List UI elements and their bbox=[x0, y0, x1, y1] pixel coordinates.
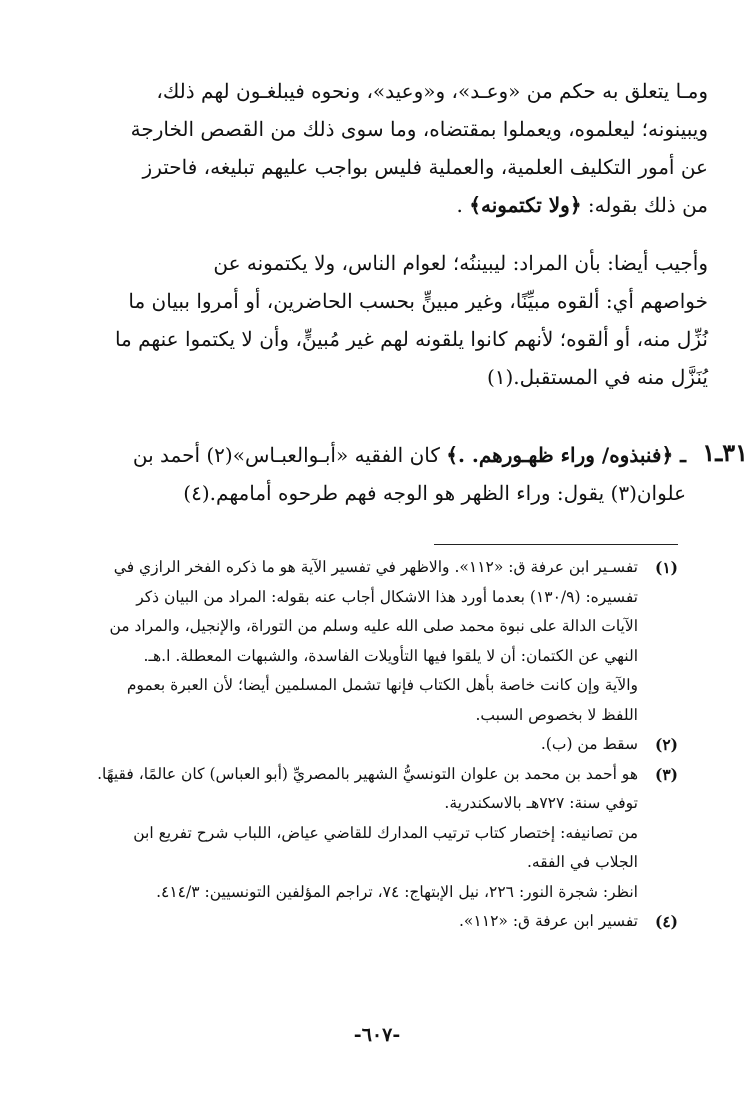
footnote-line: توفي سنة: ٧٢٧هـ بالاسكندرية. bbox=[444, 794, 638, 812]
footnote-line: من تصانيفه: إختصار كتاب ترتيب المدارك للقاضي عياض، اللباب شرح تفريع ابن bbox=[133, 823, 638, 842]
footnote-line: الجلاب في الفقه. bbox=[526, 853, 638, 871]
verse-reference: ٣١ـ١ bbox=[702, 438, 748, 467]
text-line: نُزِّل منه، أو ألقوه؛ لأنهم كانوا يلقونه لهم غير مُبينٍّ، وأن لا يكتموا عنهم ما bbox=[114, 327, 708, 351]
paragraph-2 bbox=[72, 244, 708, 396]
text-line: علوان(٣) يقول: وراء الظهر هو الوجه فهم طرحوه أمامهم.(٤) bbox=[183, 481, 686, 505]
paragraph-3 bbox=[80, 436, 686, 512]
footnote-line: هو أحمد بن محمد بن علوان التونسيُّ الشهير بالمصريِّ (أبو العباس) كان عالمًا، فقيهًا. bbox=[97, 764, 638, 783]
text-line bbox=[80, 436, 686, 474]
footnote-line: انظر: شجرة النور: ٢٢٦، نيل الإبتهاج: ٧٤، تراجم المؤلفين التونسيين: ٤١٤/٣. bbox=[156, 882, 638, 901]
text-line: يُنَزَّل منه في المستقبل.(١) bbox=[486, 365, 708, 389]
footnote-line: تفسيره: (١٣٠/٩) بعدما أورد هذا الاشكال أجاب عنه بقوله: المراد من البيان ذكر bbox=[136, 587, 638, 606]
text-line: عن أمور التكليف العلمية، والعملية فليس بواجب عليهم تبليغه، فاحترز bbox=[142, 155, 708, 179]
text-line: ومـا يتعلق به حكم من «وعـد»، و«وعيد»، ونحوه فيبلغـون لهم ذلك، bbox=[156, 79, 708, 103]
text-span: من ذلك بقوله: bbox=[587, 193, 708, 217]
text-line: ويبينونه؛ ليعلموه، ويعملوا بمقتضاه، وما سوى ذلك من القصص الخارجة bbox=[130, 117, 708, 141]
text-span: كان الفقيه «أبـوالعبـاس»(٢) أحمد بن bbox=[132, 443, 440, 467]
footnote-1 bbox=[66, 553, 678, 730]
paragraph-1 bbox=[72, 72, 708, 224]
footnote-number: (٣) bbox=[654, 764, 678, 784]
footnote-number: (١) bbox=[654, 558, 678, 577]
footnote-divider bbox=[434, 544, 678, 545]
footnote-3 bbox=[66, 760, 678, 908]
quran-quote: ﴿ولا تكتمونه﴾ bbox=[469, 193, 582, 217]
footnote-number: (٤) bbox=[654, 912, 678, 931]
footnote-2 bbox=[66, 730, 678, 760]
text-line: وأجيب أيضا: بأن المراد: ليبيننُه؛ لعوام الناس، ولا يكتمونه عن bbox=[213, 251, 708, 275]
text-line: من ذلك بقوله: ﴿ولا تكتمونه﴾ . bbox=[456, 193, 708, 217]
footnote-line: اللفظ لا بخصوص السبب. bbox=[475, 705, 638, 724]
footnote-line: سقط من (ب). bbox=[540, 735, 638, 753]
footnote-4 bbox=[66, 907, 678, 937]
text-line: خواصهم أي: ألقوه مبيِّنًا، وغير مبينٍّ بحسب الحاضرين، أو أمروا ببيان ما bbox=[128, 289, 708, 313]
quran-quote: ـ ﴿فنبذوه/ وراء ظهـورهم. .﴾ bbox=[446, 443, 686, 467]
footnote-line: تفسير ابن عرفة ق: «١١٢». bbox=[459, 912, 638, 930]
footnote-line: تفسـير ابن عرفة ق: «١١٢». والاظهر في تفسير الآية هو ما ذكره الفخر الرازي في bbox=[113, 558, 638, 576]
footnote-number: (٢) bbox=[654, 735, 678, 754]
footnote-line: والآية وإن كانت خاصة بأهل الكتاب فإنها تشمل المسلمين أيضا؛ لأن العبرة بعموم bbox=[126, 676, 638, 694]
page-number: -٦٠٧- bbox=[353, 1024, 401, 1046]
footnote-line: النهي عن الكتمان: أن لا يلقوا فيها التأويلات الفاسدة، والشبهات المعطلة. ا.هـ. bbox=[143, 646, 638, 665]
footnote-line: الآيات الدالة على نبوة محمد صلى الله عليه وسلم من التوراة، والإنجيل، والمراد من bbox=[109, 617, 638, 635]
footnotes bbox=[66, 553, 678, 937]
